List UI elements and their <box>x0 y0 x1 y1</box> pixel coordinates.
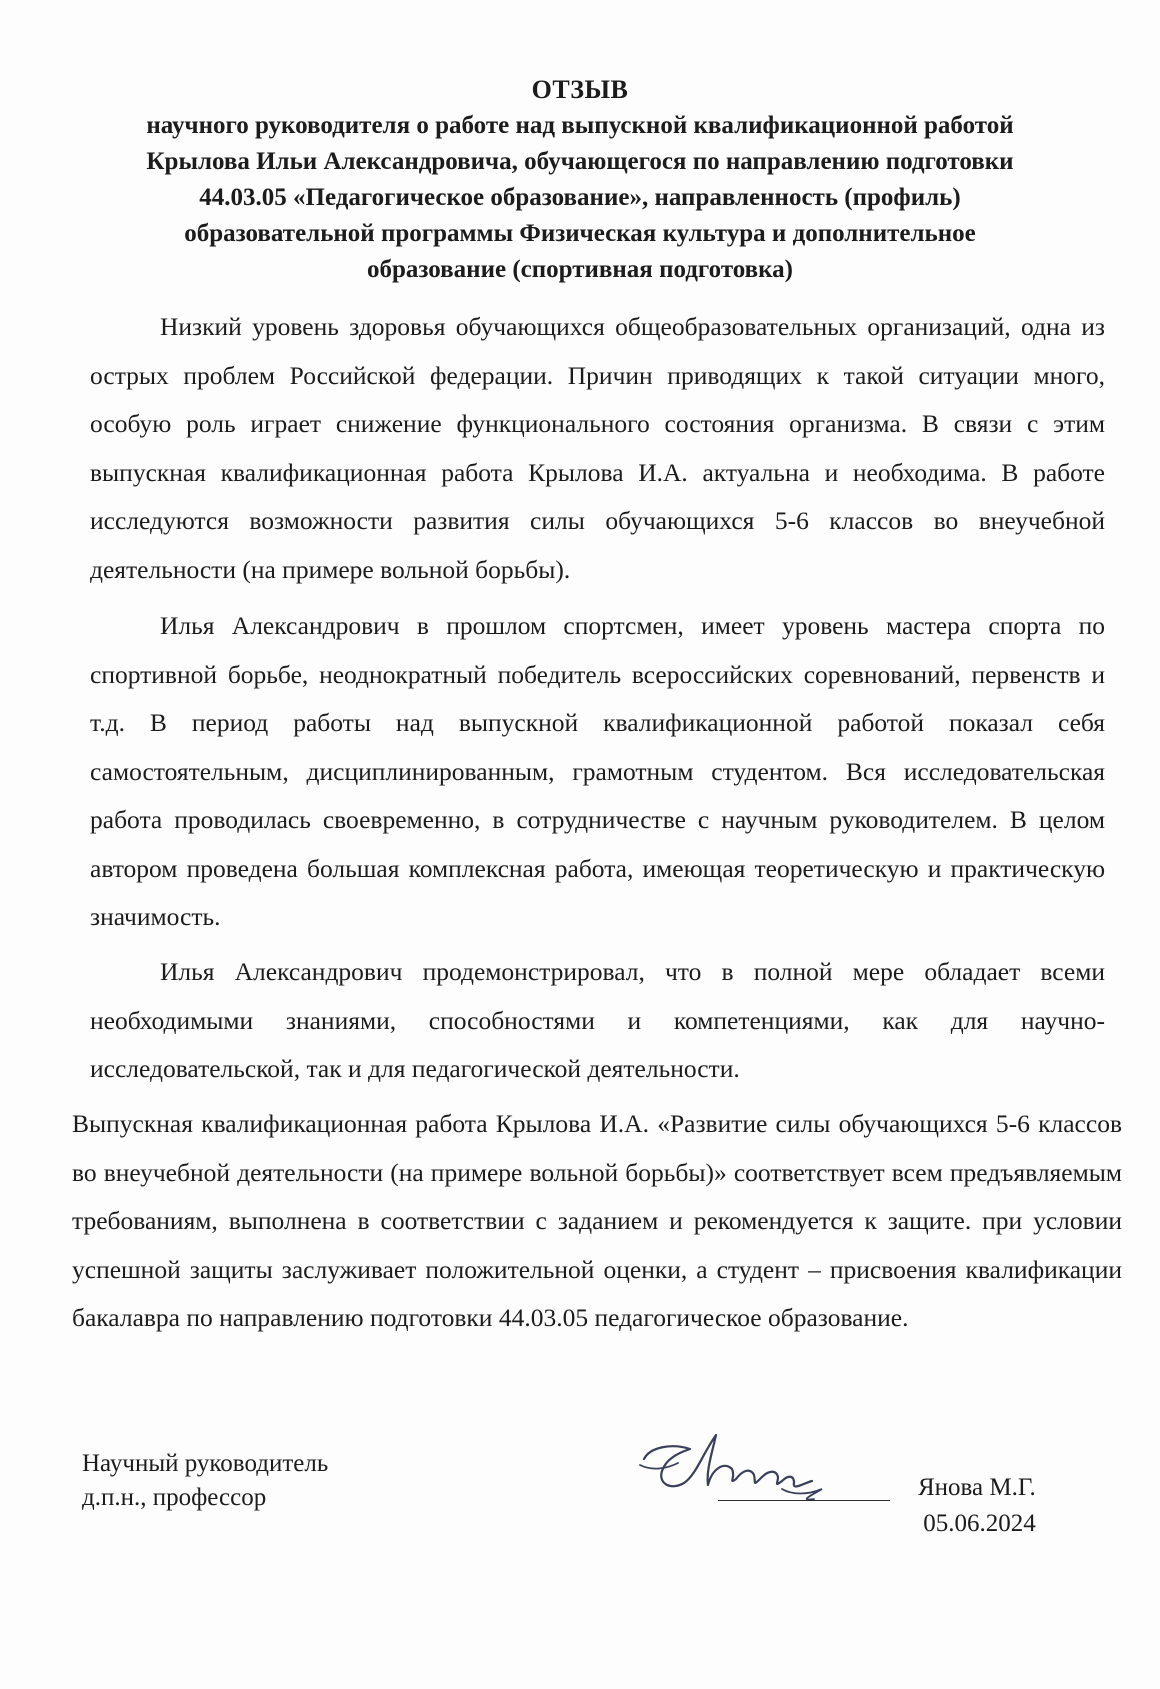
body-paragraph: Илья Александрович в прошлом спортсмен, имеет уровень мастера спорта по спортивной борьбе, неоднократный победитель всероссийских соревнований, первенств и т.д. В период работы над выпускной квалификационной работой показал себя самостоятельным, дисциплинированным, грамотным студентом. Вся исследовательская работа проводилась своевременно, в сотрудничестве с научным руководителем. В целом автором проведена большая комплексная работа, имеющая теоретическую и практическую значимость. <box>90 611 1105 931</box>
document-title: ОТЗЫВ <box>531 75 629 104</box>
subtitle-line: научного руководителя о работе над выпускной квалификационной работой <box>146 112 1014 139</box>
conclusion-paragraph: Выпускная квалификационная работа Крылова И.А. «Развитие силы обучающихся 5-6 классов во внеучебной деятельности (на примере вольной борьбы)» соответствует всем предъявляемым требованиям, выполнена в соответствии с заданием и рекомендуется к защите. при условии успешной защиты заслуживает положительной оценки, а студент – присвоения квалификации бакалавра по направлению подготовки 44.03.05 педагогическое образование. <box>72 1109 1122 1332</box>
subtitle-line: 44.03.05 «Педагогическое образование», направленность (профиль) <box>199 184 961 211</box>
handwritten-signature <box>632 1425 902 1510</box>
signature-date: 05.06.2024 <box>923 1510 1036 1537</box>
supervisor-name: Янова М.Г. <box>918 1474 1036 1501</box>
supervisor-name-date <box>918 1470 1036 1542</box>
signature-line <box>718 1500 890 1501</box>
body-paragraph: Низкий уровень здоровья обучающихся общеобразовательных организаций, одна из острых проблем Российской федерации. Причин приводящих к такой ситуации много, особую роль играет снижение функционального состояния организма. В связи с этим выпускная квалификационная работа Крылова И.А. актуальна и необходима. В работе исследуются возможности развития силы обучающихся 5-6 классов во внеучебной деятельности (на примере вольной борьбы). <box>90 312 1105 584</box>
supervisor-degree: д.п.н., профессор <box>82 1484 267 1511</box>
subtitle-line: образование (спортивная подготовка) <box>366 256 793 283</box>
body-paragraph: Илья Александрович продемонстрировал, что в полной мере обладает всеми необходимыми знаниями, способностями и компетенциями, как для научно-исследовательской, так и для педагогической деятельности. <box>90 957 1105 1083</box>
supervisor-credentials <box>82 1447 328 1515</box>
document-header <box>110 72 1050 288</box>
supervisor-role: Научный руководитель <box>82 1450 329 1477</box>
subtitle-line: образовательной программы Физическая культура и дополнительное <box>184 220 976 247</box>
subtitle-line: Крылова Ильи Александровича, обучающегося по направлению подготовки <box>146 148 1014 175</box>
